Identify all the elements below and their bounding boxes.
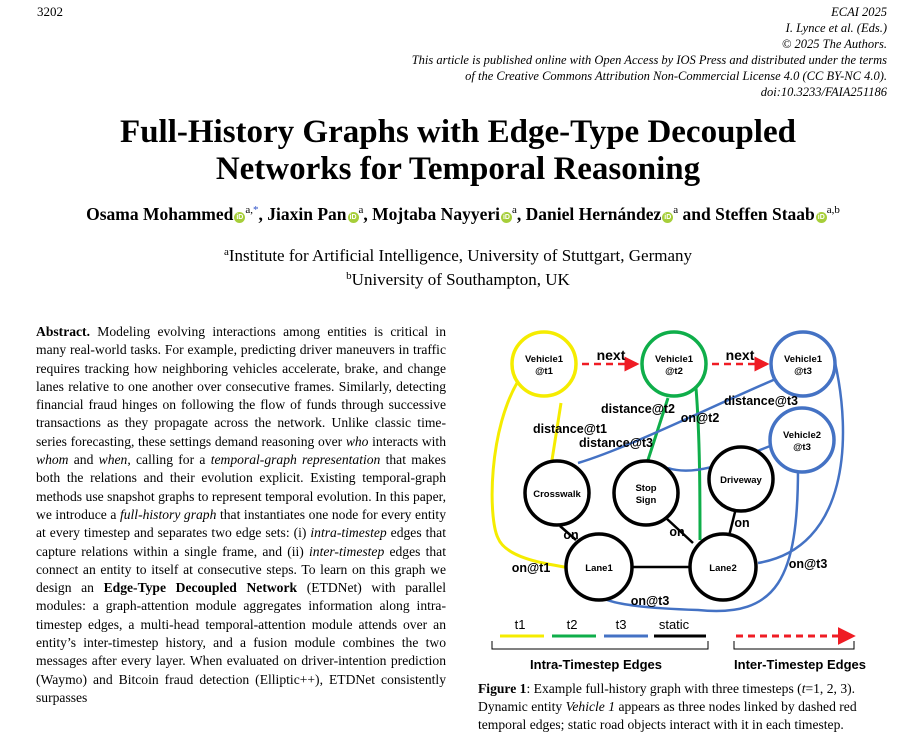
author-name: Jiaxin Pan xyxy=(267,204,347,224)
edge-label-dist-t2: distance@t2 xyxy=(600,402,676,416)
node-label-v2t3: Vehicle2 @t3 xyxy=(782,430,822,453)
orcid-icon[interactable]: iD xyxy=(349,214,357,221)
author-name: Mojtaba Nayyeri xyxy=(372,204,500,224)
orcid-icon[interactable]: iD xyxy=(817,214,825,221)
caption-segment: appears as three nodes linked by dashed red temporal edges; static road objects interact with it in each timestep. xyxy=(478,699,857,732)
title-line: Full-History Graphs with Edge-Type Decoupled xyxy=(120,114,796,150)
paper-title xyxy=(0,114,916,188)
publication-meta xyxy=(412,4,887,100)
node-label-v1t1: Vehicle1 @t1 xyxy=(524,354,564,377)
abstract-segment: that makes both the relations and their evolution explicit. Existing temporal-graph methods use snapshot graphs to represent temporal evolution. In this paper, we introduce a xyxy=(36,452,446,522)
corresponding-author-star[interactable]: * xyxy=(253,204,259,216)
edge-label-on-a: on xyxy=(563,528,579,542)
author-separator: , xyxy=(363,204,373,224)
meta-line: of the Creative Commons Attribution Non-Commercial License 4.0 (CC BY-NC 4.0). xyxy=(465,69,887,83)
edge-label-on-t3-right: on@t3 xyxy=(788,557,828,571)
author-list xyxy=(0,204,916,225)
legend-label-t2: t2 xyxy=(566,617,578,632)
abstract-body xyxy=(36,324,446,705)
affiliations xyxy=(0,242,916,290)
abstract-segment: edges that capture relations within a single frame, and (ii) xyxy=(36,525,446,559)
legend-label-t3: t3 xyxy=(615,617,627,632)
abstract-segment: inter-timestep xyxy=(309,543,385,559)
legend-label-static: static xyxy=(658,617,690,632)
legend-inter-label: Inter-Timestep Edges xyxy=(734,657,866,672)
author-affiliation-sup: a xyxy=(673,204,679,216)
edge-label-on-t3-bottom: on@t3 xyxy=(630,594,670,608)
abstract-segment: that instantiates one node for every entity at every timestep and separates two edge sets: (i) xyxy=(36,506,446,541)
orcid-icon[interactable]: iD xyxy=(236,214,244,221)
title-line: Networks for Temporal Reasoning xyxy=(215,151,701,187)
author-affiliation-sup: a,b xyxy=(826,204,840,216)
author-separator: , xyxy=(258,204,268,224)
abstract-segment: temporal-graph representation xyxy=(210,452,381,468)
abstract-segment: , calling for a xyxy=(127,452,211,468)
meta-line: ECAI 2025 xyxy=(831,5,887,19)
legend-intra-label: Intra-Timestep Edges xyxy=(530,657,662,672)
orcid-icon[interactable]: iD xyxy=(664,214,672,221)
node-label-lane2: Lane2 xyxy=(709,563,737,574)
orcid-icon[interactable]: iD xyxy=(502,214,510,221)
edge-label-next2: next xyxy=(725,347,755,363)
abstract-segment: whom xyxy=(36,452,69,468)
full-history-graph-figure xyxy=(478,318,898,678)
edge-label-on-b: on xyxy=(669,525,685,539)
node-label-lane1: Lane1 xyxy=(585,563,613,574)
abstract-segment: who xyxy=(345,433,369,449)
abstract xyxy=(36,323,446,707)
edge-label-dist-t1: distance@t1 xyxy=(532,422,608,436)
abstract-segment: Modeling evolving interactions among entities is critical in many real-world tasks. For example, predicting driver maneuvers in traffic requires tracking how neighboring vehicles accelerate, brake, and change lanes relative to one another over consecutive frames. Similarly, detecting financial fraud hinges on following the flow of funds through successive transactions as they propagate across the network. Unlike classic time-series forecasting, these settings demand reasoning over xyxy=(36,324,446,449)
node-label-v1t3: Vehicle1 @t3 xyxy=(783,354,823,377)
author-separator: and xyxy=(678,204,716,224)
edge-label-on-c: on xyxy=(734,516,750,530)
abstract-segment: edges that connect an entity to itself at consecutive steps. To learn on this graph we design an xyxy=(36,543,446,596)
caption-segment: =1, 2, 3). Dynamic entity xyxy=(478,681,856,714)
legend-brace-intra xyxy=(492,641,708,649)
affiliation-b: $^b$University of Southampton, UK xyxy=(346,270,570,289)
caption-segment: : Example full-history graph with three timesteps ( xyxy=(526,681,802,696)
page-number: 3202 xyxy=(37,4,63,19)
abstract-segment: Edge-Type Decoupled Network xyxy=(103,580,298,596)
caption-segment: t xyxy=(801,681,806,696)
legend-brace-inter xyxy=(734,641,854,649)
abstract-segment: when xyxy=(98,452,128,468)
node-label-driveway: Driveway xyxy=(720,475,762,486)
node-label-crosswalk: Crosswalk xyxy=(533,489,581,500)
edge-label-next1: next xyxy=(596,347,626,363)
author-affiliation-sup: a xyxy=(358,204,364,216)
abstract-segment: full-history graph xyxy=(119,506,217,522)
author-name: Steffen Staab xyxy=(715,204,815,224)
author-name: Daniel Hernández xyxy=(525,204,662,224)
edge-label-dist-t3-mid: distance@t3 xyxy=(578,436,654,450)
figure-caption xyxy=(478,680,890,734)
caption-segment: Vehicle 1 xyxy=(565,699,616,714)
abstract-segment: interacts with xyxy=(368,433,447,449)
edge-label-dist-t3-top: distance@t3 xyxy=(723,394,799,408)
meta-line: This article is published online with Open Access by IOS Press and distributed under the terms xyxy=(411,53,887,67)
author-name: Osama Mohammed xyxy=(86,204,234,224)
abstract-segment: and xyxy=(68,452,99,468)
doi-line[interactable]: doi:10.3233/FAIA251186 xyxy=(760,85,887,99)
caption-body xyxy=(478,681,857,732)
meta-line: I. Lynce et al. (Eds.) xyxy=(785,21,887,35)
author-affiliation-sup: a,* xyxy=(245,204,259,216)
legend-label-t1: t1 xyxy=(514,617,526,632)
edge-label-on-t1: on@t1 xyxy=(511,561,551,575)
meta-line: © 2025 The Authors. xyxy=(781,37,887,51)
edge-legend xyxy=(492,617,866,672)
node-label-stopsign: Stop Sign xyxy=(635,483,657,506)
caption-label: Figure 1 xyxy=(478,681,527,696)
node-label-v1t2: Vehicle1 @t2 xyxy=(654,354,694,377)
abstract-label: Abstract. xyxy=(36,324,90,339)
author-separator: , xyxy=(516,204,526,224)
edge-label-on-t2: on@t2 xyxy=(680,411,720,425)
abstract-segment: (ETDNet) with parallel modules: a graph-attention module aggregates information along intra-timestep edges, a multi-head temporal-attention module attends over an entity’s inter-timestep history, and a fusion module combines the two messages after every layer. When evaluated on driver-intention prediction (Waymo) and Bitcoin fraud detection (Elliptic++), ETDNet consistently surpasses xyxy=(36,580,446,705)
abstract-segment: intra-timestep xyxy=(310,525,387,541)
affiliation-a: $^a$Institute for Artificial Intelligence, University of Stuttgart, Germany xyxy=(223,246,693,265)
author-affiliation-sup: a xyxy=(511,204,517,216)
